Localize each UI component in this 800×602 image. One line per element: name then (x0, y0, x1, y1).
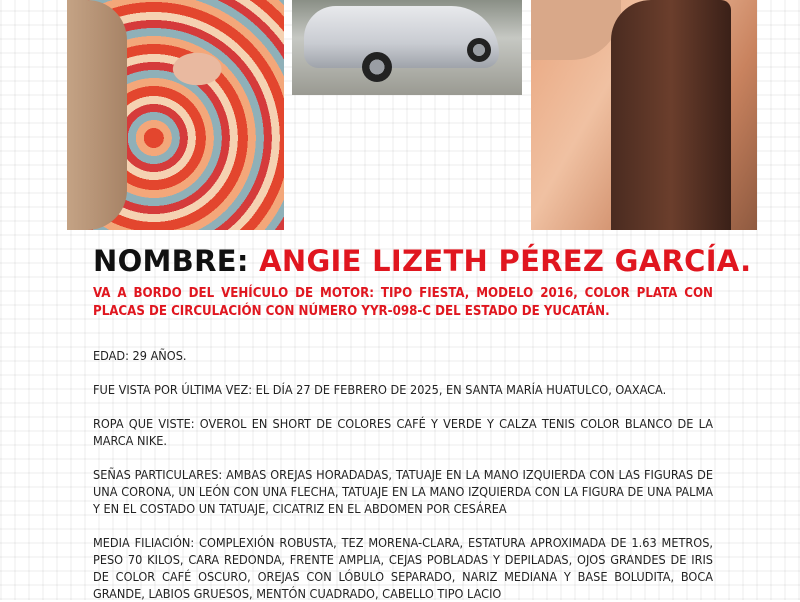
person-photo-right (531, 0, 757, 230)
distinguishing-marks-text: SEÑAS PARTICULARES: AMBAS OREJAS HORADADAS, TATUAJE EN LA MANO IZQUIERDA CON LAS FIGURAS DE UNA CORONA, UN LEÓN CON UNA FLECHA, TATUAJE EN LA MANO IZQUIERDA CON LA FIGURA DE UNA PALMA Y EN EL COSTADO UN TATUAJE, CICATRIZ EN EL ABDOMEN POR CESÁREA (93, 467, 713, 516)
car-wheel-rear (467, 38, 491, 62)
photo-face-detail (531, 0, 621, 60)
name-label: NOMBRE: (93, 244, 249, 278)
physical-description-text: MEDIA FILIACIÓN: COMPLEXIÓN ROBUSTA, TEZ MORENA-CLARA, ESTATURA APROXIMADA DE 1.63 METROS, PESO 70 KILOS, CARA REDONDA, FRENTE AMPLIA, CEJAS POBLADAS Y DEPILADAS, OJOS GRANDES DE IRIS DE COLOR CAFÉ OSCURO, OREJAS CON LÓBULO SEPARADO, NARIZ MEDIANA Y BASE BOLUDITA, BOCA GRANDE, LABIOS GRUESOS, MENTÓN CUADRADO, CABELLO TIPO LACIO (93, 535, 713, 601)
car-wheel-front (362, 52, 392, 82)
vehicle-photo (292, 0, 522, 95)
name-heading (93, 243, 752, 279)
vehicle-info: VA A BORDO DEL VEHÍCULO DE MOTOR: TIPO FIESTA, MODELO 2016, COLOR PLATA CON PLACAS DE CIRCULACIÓN CON NÚMERO YYR-098-C DEL ESTADO DE YUCATÁN. (93, 286, 713, 319)
person-photo-left (67, 0, 284, 230)
photo-hair-detail (67, 0, 127, 230)
photo-hair-detail (611, 0, 731, 230)
age-text: EDAD: 29 AÑOS. (93, 348, 187, 363)
name-value: ANGIE LIZETH PÉREZ GARCÍA. (259, 244, 752, 278)
notice-content (93, 243, 752, 602)
last-seen-text: FUE VISTA POR ÚLTIMA VEZ: EL DÍA 27 DE FEBRERO DE 2025, EN SANTA MARÍA HUATULCO, OAXACA. (93, 382, 667, 397)
clothing-text: ROPA QUE VISTE: OVEROL EN SHORT DE COLORES CAFÉ Y VERDE Y CALZA TENIS COLOR BLANCO DE LA MARCA NIKE. (93, 416, 713, 448)
